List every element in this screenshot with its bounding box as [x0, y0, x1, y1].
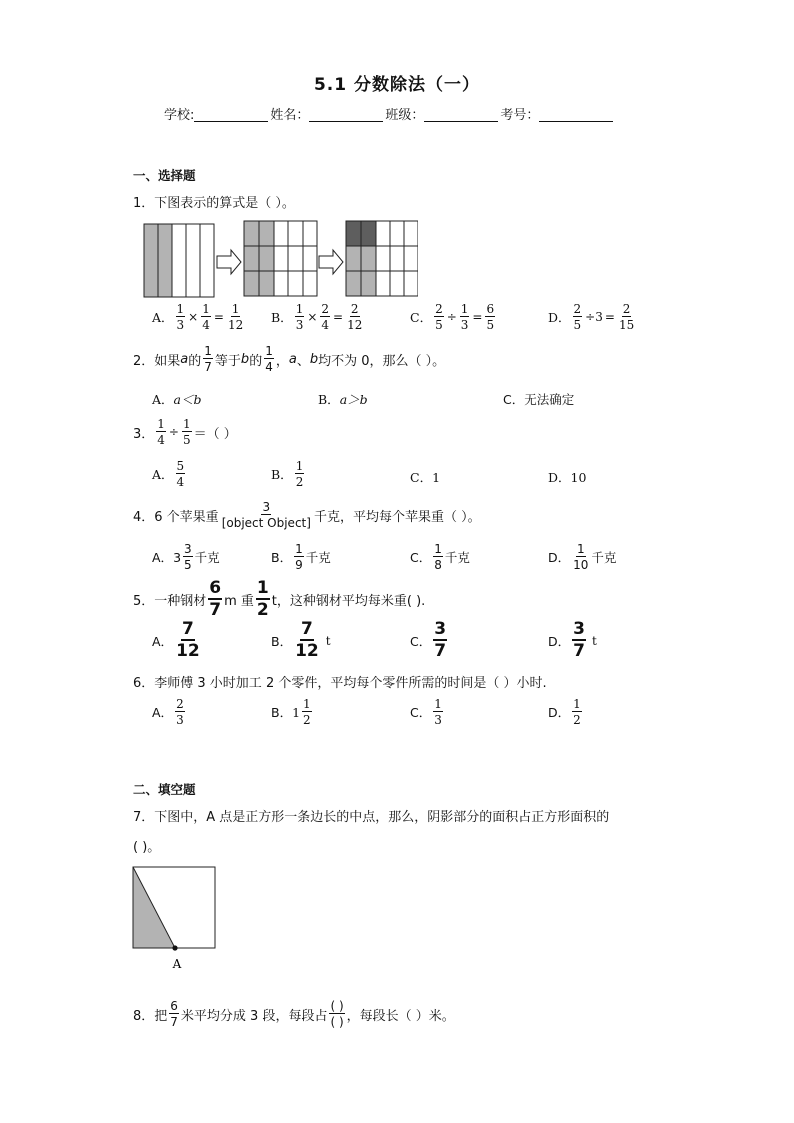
q3-option-b[interactable]: B． $\frac{1}{2}$ [271, 459, 304, 489]
q4-option-d[interactable]: D． $\frac{1}{10}$ 千克 [548, 542, 617, 572]
q1-option-a[interactable] [152, 303, 246, 331]
q6-d-frac: $\frac{1}{2}$ [573, 697, 581, 727]
q1-fig1-shade-col1 [144, 224, 158, 297]
q1-option-c[interactable] [410, 303, 497, 331]
q6-b-frac: $\frac{1}{2}$ [303, 697, 311, 727]
q5-frac2: $\frac{1}{2}$ [256, 578, 269, 620]
q7-stem: 7．下图中，A 点是正方形一条边长的中点，那么，阴影部分的面积占正方形面积的 [133, 810, 610, 825]
q4-option-c[interactable]: C． $\frac{1}{8}$ 千克 [410, 542, 470, 572]
q2-frac1: $\frac{1}{7}$ [204, 344, 212, 374]
q1-arrow2-icon [319, 250, 343, 274]
q7-square-figure [130, 864, 220, 974]
q1-c-op: ÷ [446, 310, 457, 324]
name-blank[interactable] [309, 107, 383, 122]
q1-a-frac1: $\frac{1}{3}$ [176, 302, 185, 332]
q3-frac2: $\frac{1}{5}$ [182, 417, 191, 447]
section-fill-heading: 二、填空题 [133, 782, 196, 797]
q1-fig1-shade-col2 [158, 224, 172, 297]
q8-blank-frac[interactable]: $\frac{( )}{( )}$ [330, 999, 344, 1029]
q1-a-eq: = [213, 310, 224, 324]
page-title: 5.1 分数除法（一） [313, 75, 481, 95]
number-blank[interactable] [539, 107, 613, 122]
q1-a-frac3: $\frac{1}{12}$ [227, 302, 244, 332]
q1-b-frac3: $\frac{2}{12}$ [347, 302, 363, 332]
q7-blank[interactable]: ( )。 [133, 840, 161, 855]
q3-option-c[interactable]: C．1 [410, 470, 441, 485]
q6-option-b[interactable]: B． 1 $\frac{1}{2}$ [271, 697, 311, 727]
q3-option-a[interactable]: A． $\frac{5}{4}$ [152, 459, 185, 489]
q5-option-b[interactable]: B． $\frac{7}{12}$ t [271, 619, 331, 661]
q1-d-frac3: $\frac{2}{15}$ [618, 302, 635, 332]
q6-option-c[interactable]: C． $\frac{1}{3}$ [410, 697, 442, 727]
q1-b-op: × [307, 310, 318, 324]
q1-a-op: × [188, 310, 199, 324]
student-info-row [164, 104, 615, 123]
q1-d-op: ÷3 [585, 310, 603, 324]
q1-c-eq: = [472, 310, 483, 324]
q1-b-label: B． [271, 310, 293, 325]
q2-option-a[interactable]: A． a＜b [152, 392, 202, 407]
q3-stem: 3． $\frac{1}{4}$ ÷ $\frac{1}{5}$ ＝（ ） [133, 417, 237, 447]
q8-frac: $\frac{6}{7}$ [170, 999, 178, 1029]
q4-c-frac: $\frac{1}{8}$ [434, 542, 442, 572]
q1-stem: 1．下图表示的算式是（ ）。 [133, 196, 295, 211]
q1-d-eq: = [604, 310, 615, 324]
q2-option-b[interactable]: B． a＞b [318, 392, 368, 407]
q4-stem: 4．6 个苹果重 $\frac{3}{\text{[object Object]}}$ 千克，平均每个苹果重（ ）。 [133, 500, 481, 530]
q5-option-a[interactable]: A． $\frac{7}{12}$ [152, 619, 200, 661]
q1-a-frac2: $\frac{1}{4}$ [202, 302, 210, 332]
q8-stem: 8．把 $\frac{6}{7}$ 米平均分成 3 段，每段占 $\frac{( )}{( )}$ ，每段长（ ）米。 [133, 999, 455, 1029]
q5-frac1: $\frac{6}{7}$ [209, 578, 222, 620]
q7-point-a [172, 945, 177, 950]
school-label: 学校: [164, 108, 195, 123]
q4-option-a[interactable]: A． 3 $\frac{3}{5}$ 千克 [152, 542, 220, 572]
q7-point-label: A [172, 957, 182, 971]
q1-c-frac3: $\frac{6}{5}$ [486, 302, 495, 332]
q5-d-frac: $\frac{3}{7}$ [573, 619, 585, 661]
school-blank[interactable] [194, 107, 268, 122]
q4-b-frac: $\frac{1}{9}$ [295, 542, 303, 572]
q6-option-a[interactable]: A． $\frac{2}{3}$ [152, 697, 184, 727]
q2-frac2: $\frac{1}{4}$ [265, 344, 273, 374]
q6-c-frac: $\frac{1}{3}$ [434, 697, 442, 727]
class-label: 班级： [385, 108, 425, 123]
name-label: 姓名： [270, 108, 310, 123]
q1-c-label: C． [410, 310, 433, 325]
q4-option-b[interactable]: B． $\frac{1}{9}$ 千克 [271, 542, 331, 572]
q2-stem: 2．如果 a 的 $\frac{1}{7}$ 等于 b 的 $\frac{1}{4}$ ， a 、 b 均不为 0，那么（ ）。 [133, 344, 446, 374]
q1-arrow1-icon [217, 250, 241, 274]
q5-stem: 5．一种钢材 $\frac{6}{7}$ m 重 $\frac{1}{2}$ t，这种钢材平均每米重( ). [133, 578, 426, 620]
q5-c-frac: $\frac{3}{7}$ [434, 619, 447, 661]
q5-a-frac: $\frac{7}{12}$ [176, 619, 200, 661]
q1-option-b[interactable] [271, 303, 365, 331]
q3-a-frac: $\frac{5}{4}$ [176, 459, 185, 489]
class-blank[interactable] [424, 107, 498, 122]
q6-stem: 6．李师傅 3 小时加工 2 个零件，平均每个零件所需的时间是（ ）小时. [133, 676, 547, 691]
q6-a-frac: $\frac{2}{3}$ [176, 697, 184, 727]
q4-frac: $\frac{3}{\text{[object Object]}}$ [221, 500, 311, 530]
q3-option-d[interactable]: D．10 [548, 470, 587, 485]
q4-d-frac: $\frac{1}{10}$ [573, 542, 589, 572]
q1-b-frac1: $\frac{1}{3}$ [295, 302, 304, 332]
q6-option-d[interactable]: D． $\frac{1}{2}$ [548, 697, 581, 727]
q1-d-frac1: $\frac{2}{5}$ [573, 302, 582, 332]
q1-figure [143, 219, 418, 299]
q1-option-d[interactable] [548, 303, 637, 331]
q1-a-label: A． [152, 310, 174, 325]
q3-frac1: $\frac{1}{4}$ [157, 417, 165, 447]
q5-option-d[interactable]: D． $\frac{3}{7}$ t [548, 619, 597, 661]
q1-d-label: D． [548, 310, 571, 325]
q1-b-eq: = [333, 310, 344, 324]
q1-c-frac1: $\frac{2}{5}$ [435, 302, 443, 332]
q1-c-frac2: $\frac{1}{3}$ [460, 302, 469, 332]
q1-b-frac2: $\frac{2}{4}$ [321, 302, 330, 332]
q5-option-c[interactable]: C． $\frac{3}{7}$ [410, 619, 447, 661]
q7-shaded-triangle [133, 867, 175, 948]
q2-option-c[interactable]: C．无法确定 [503, 392, 575, 407]
q4-a-frac: $\frac{3}{5}$ [184, 542, 192, 572]
section-choice-heading: 一、选择题 [133, 168, 196, 183]
q5-b-frac: $\frac{7}{12}$ [295, 619, 319, 661]
q3-b-frac: $\frac{1}{2}$ [295, 459, 304, 489]
number-label: 考号： [500, 108, 540, 123]
